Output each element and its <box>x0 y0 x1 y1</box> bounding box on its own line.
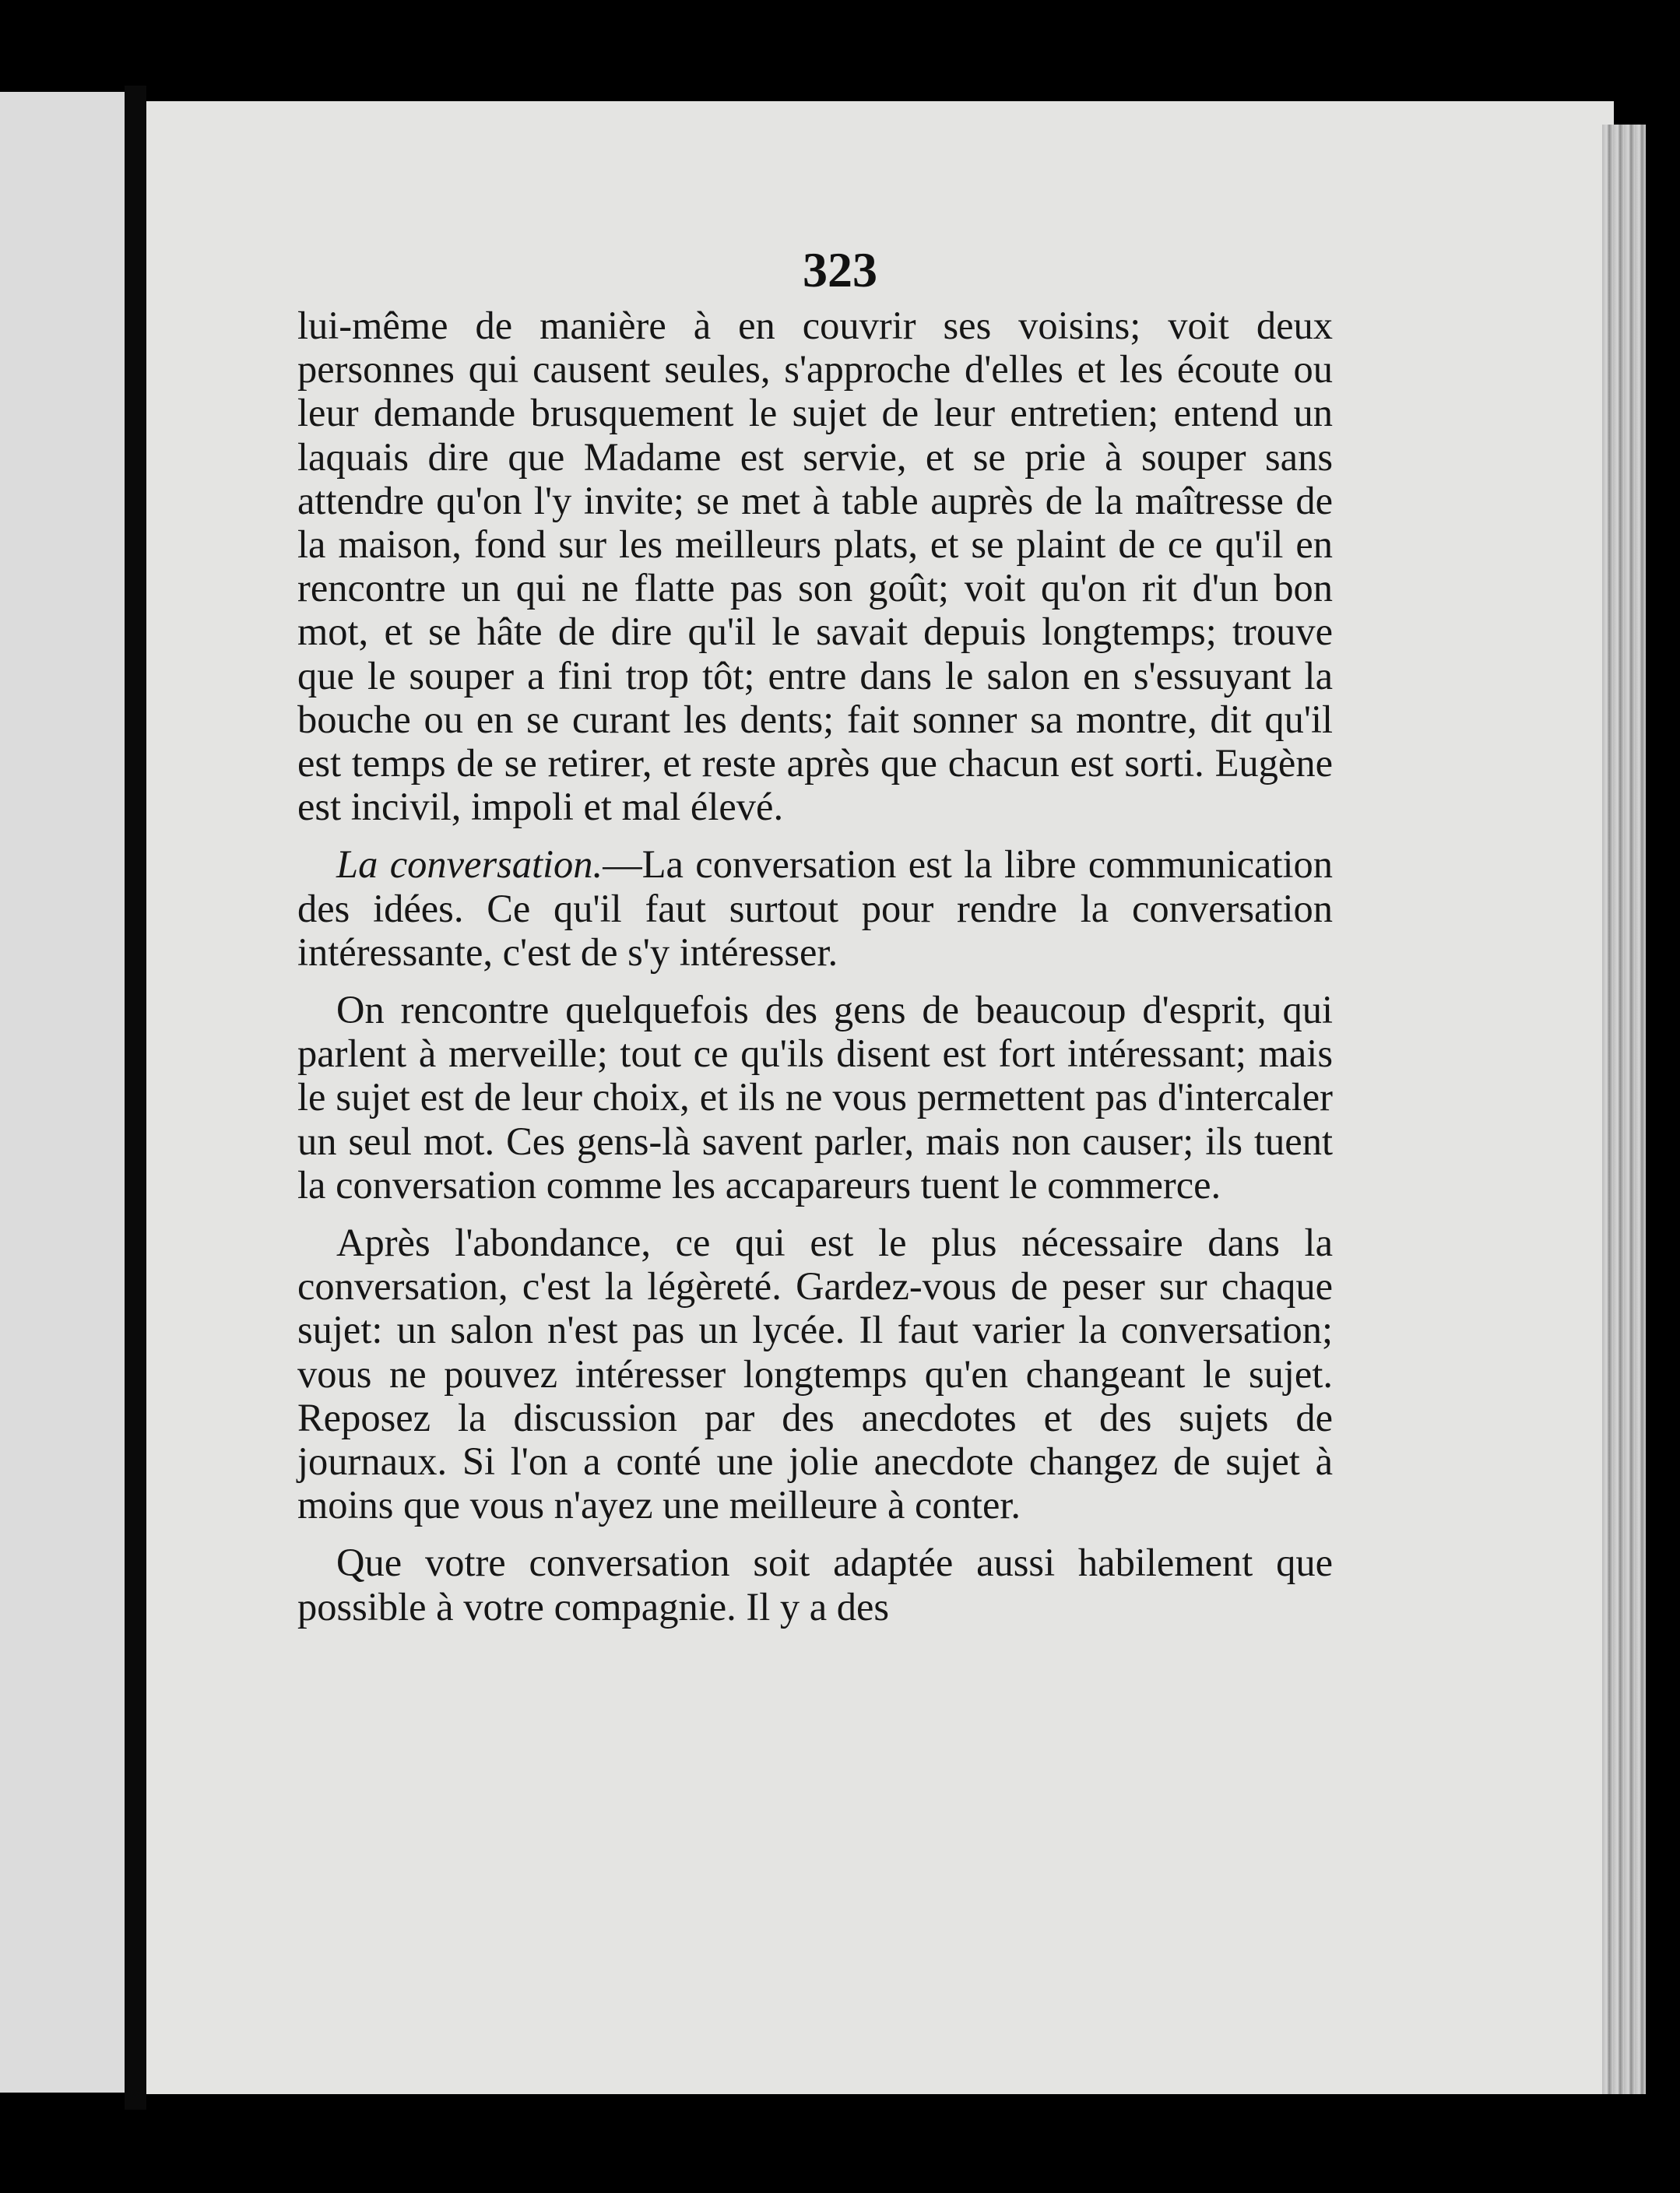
book-gutter <box>125 86 146 2110</box>
paragraph-continuation: lui-même de manière à en couvrir ses voisins; voit deux personnes qui causent seules, s'approche d'elles et les écoute ou leur demande brusquement le sujet de leur entretien; entend un laquais dire que Madame est servie, et se prie à souper sans attendre qu'on l'y invite; se met à table auprès de la maîtresse de la maison, fond sur les meilleurs plats, et se plaint de ce qu'il en rencontre un qui ne flatte pas son goût; voit qu'on rit d'un bon mot, et se hâte de dire qu'il le savait depuis longtemps; trouve que le souper a fini trop tôt; entre dans le salon en s'essuyant la bouche ou en se curant les dents; fait sonner sa montre, dit qu'il est temps de se retirer, et reste après que chacun est sorti. Eugène est incivil, impoli et mal élevé. <box>297 304 1333 829</box>
page-number: 323 <box>803 242 877 297</box>
section-heading: La conversation. <box>336 842 603 887</box>
left-page-edge <box>0 92 125 2093</box>
page-stack-edge <box>1602 125 1646 2094</box>
paragraph-text: —La conversation est la libre communication des idées. Ce qu'il faut surtout pour rendre la conversation intéressante, c'est de s'y intéresser. <box>297 842 1333 974</box>
body-text <box>297 304 1333 1629</box>
paragraph-esprit: On rencontre quelquefois des gens de beaucoup d'esprit, qui parlent à merveille; tout ce qu'ils disent est fort intéressant; mais le sujet est de leur choix, et ils ne vous permettent pas d'intercaler un seul mot. Ces gens-là savent parler, mais non causer; ils tuent la conversation comme les accapareurs tuent le commerce. <box>297 988 1333 1207</box>
paragraph-compagnie: Que votre conversation soit adaptée aussi habilement que possible à votre compagnie. Il y a des <box>297 1541 1333 1629</box>
paragraph-legerete: Après l'abondance, ce qui est le plus nécessaire dans la conversation, c'est la légèreté. Gardez-vous de peser sur chaque sujet: un salon n'est pas un lycée. Il faut varier la conversation; vous ne pouvez intéresser longtemps qu'en changeant le sujet. Reposez la discussion par des anecdotes et des sujets de journaux. Si l'on a conté une jolie anecdote changez de sujet à moins que vous n'ayez une meilleure à conter. <box>297 1221 1333 1527</box>
paragraph-conversation <box>297 842 1333 974</box>
